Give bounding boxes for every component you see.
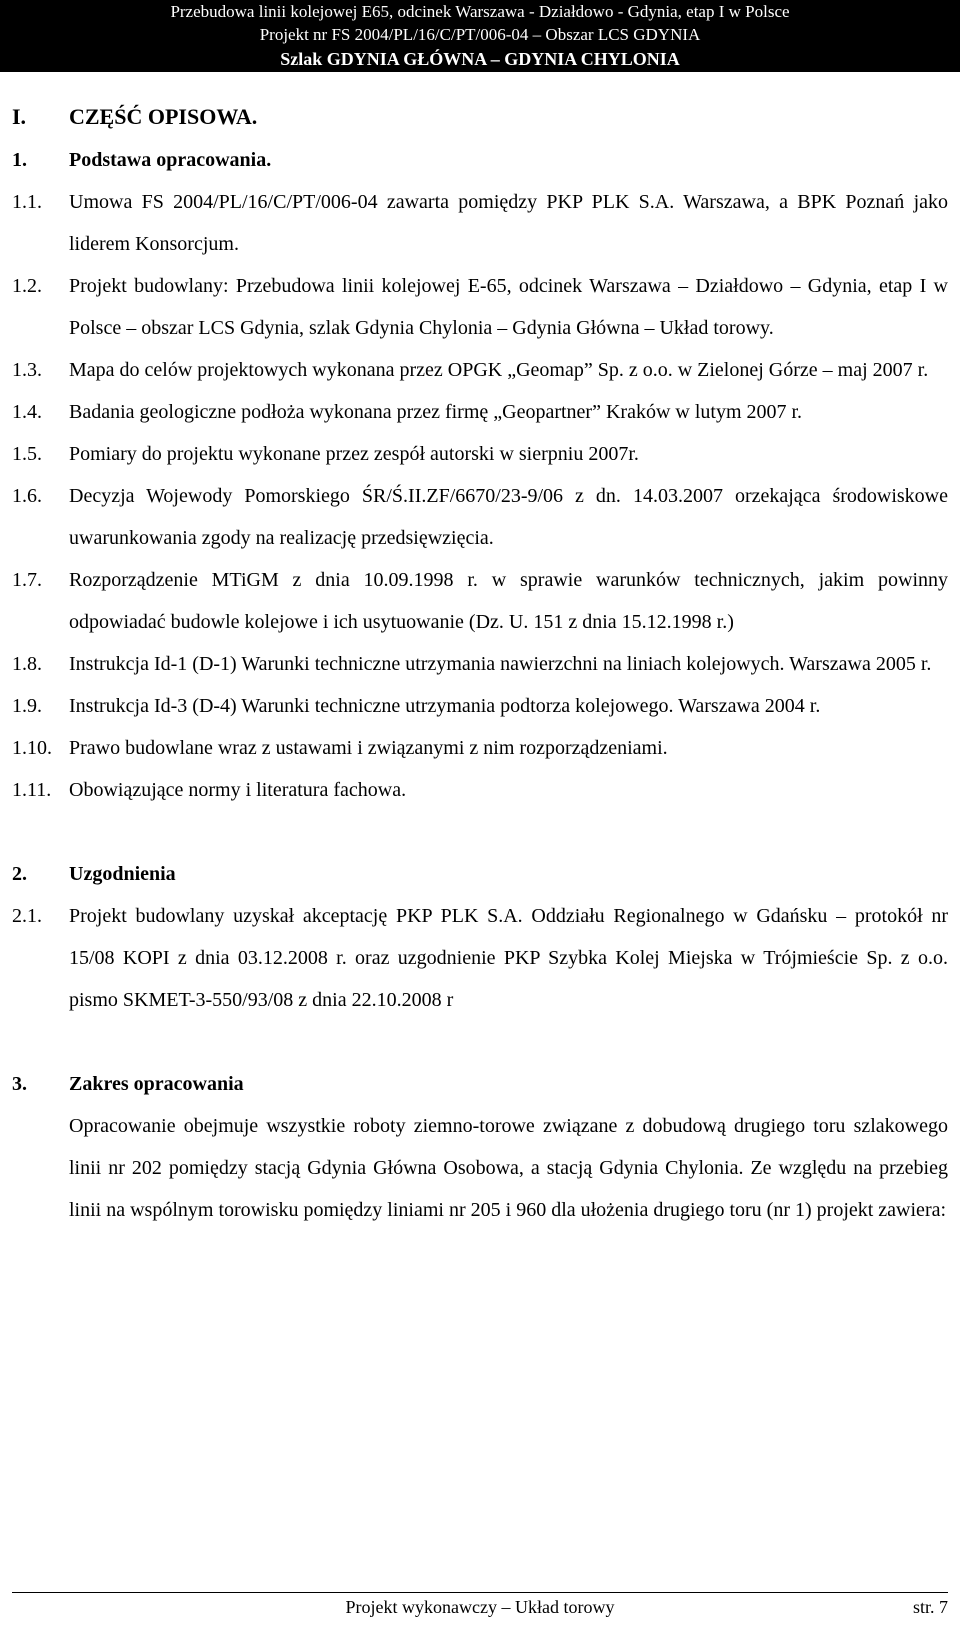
- spacer: [12, 811, 948, 853]
- footer-divider: [12, 1592, 948, 1593]
- document-header: [0, 0, 960, 72]
- header-project-number: Projekt nr FS 2004/PL/16/C/PT/006-04 – Obszar LCS GDYNIA: [259, 25, 701, 44]
- item-number: 1.7.: [12, 569, 42, 591]
- list-item: [12, 727, 948, 769]
- item-text: Badania geologiczne podłoża wykonana przez firmę „Geopartner” Kraków w lutym 2007 r.: [69, 401, 803, 423]
- section1-list: [12, 181, 948, 811]
- section1-heading: [12, 139, 948, 181]
- item-number: 1.10.: [12, 737, 52, 759]
- list-item: [12, 475, 948, 559]
- item-number: 1.11.: [12, 779, 52, 801]
- item-number: 1.2.: [12, 275, 42, 297]
- section2-heading: [12, 853, 948, 895]
- part-heading: [12, 95, 948, 139]
- item-number: 2.1.: [12, 905, 42, 927]
- item-text: Umowa FS 2004/PL/16/C/PT/006-04 zawarta pomiędzy PKP PLK S.A. Warszawa, a BPK Poznań jako liderem Konsorcjum.: [69, 191, 948, 255]
- list-item: [12, 349, 948, 391]
- item-text: Decyzja Wojewody Pomorskiego ŚR/Ś.II.ZF/6670/23-9/06 z dn. 14.03.2007 orzekająca środowiskowe uwarunkowania zgody na realizację przedsięwzięcia.: [69, 485, 948, 549]
- section3-number: 3.: [12, 1073, 27, 1095]
- list-item: [12, 769, 948, 811]
- list-item: [12, 895, 948, 1021]
- document-body: [12, 95, 948, 1231]
- section1-title: Podstawa opracowania.: [69, 149, 272, 171]
- item-number: 1.1.: [12, 191, 42, 213]
- item-number: 1.4.: [12, 401, 42, 423]
- section2-title: Uzgodnienia: [69, 863, 176, 885]
- item-text: Projekt budowlany: Przebudowa linii kolejowej E-65, odcinek Warszawa – Działdowo – Gdynia, etap I w Polsce – obszar LCS Gdynia, szlak Gdynia Chylonia – Gdynia Główna – Układ torowy.: [69, 275, 948, 339]
- item-text: Obowiązujące normy i literatura fachowa.: [69, 779, 407, 801]
- item-number: 1.5.: [12, 443, 42, 465]
- list-item: [12, 685, 948, 727]
- header-route: Szlak GDYNIA GŁÓWNA – GDYNIA CHYLONIA: [280, 49, 680, 69]
- item-text: Rozporządzenie MTiGM z dnia 10.09.1998 r. w sprawie warunków technicznych, jakim powinny odpowiadać budowle kolejowe i ich usytuowanie (Dz. U. 151 z dnia 15.12.1998 r.): [69, 569, 948, 633]
- item-number: 1.9.: [12, 695, 42, 717]
- list-item: [12, 181, 948, 265]
- section3-title: Zakres opracowania: [69, 1073, 244, 1095]
- item-number: 1.3.: [12, 359, 42, 381]
- list-item: [12, 559, 948, 643]
- item-number: 1.8.: [12, 653, 42, 675]
- section3-paragraph: Opracowanie obejmuje wszystkie roboty ziemno-torowe związane z dobudową drugiego toru szlakowego linii nr 202 pomiędzy stacją Gdynia Główna Osobowa, a stacją Gdynia Chylonia. Ze względu na przebieg linii na wspólnym torowisku pomiędzy liniami nr 205 i 960 dla ułożenia drugiego toru (nr 1) projekt zawiera:: [69, 1115, 948, 1221]
- item-text: Prawo budowlane wraz z ustawami i związanymi z nim rozporządzeniami.: [69, 737, 668, 759]
- spacer: [12, 1021, 948, 1063]
- item-text: Instrukcja Id-3 (D-4) Warunki techniczne utrzymania podtorza kolejowego. Warszawa 2004 r.: [69, 695, 821, 717]
- part-title: CZĘŚĆ OPISOWA.: [69, 104, 258, 129]
- section2-number: 2.: [12, 863, 27, 885]
- section1-number: 1.: [12, 149, 27, 171]
- part-number: I.: [12, 104, 27, 129]
- page-number: str. 7: [912, 1597, 948, 1617]
- item-text: Projekt budowlany uzyskał akceptację PKP PLK S.A. Oddziału Regionalnego w Gdańsku – protokół nr 15/08 KOPI z dnia 03.12.2008 r. oraz uzgodnienie PKP Szybka Kolej Miejska w Trójmieście Sp. z o.o. pismo SKMET-3-550/93/08 z dnia 22.10.2008 r: [69, 905, 948, 1011]
- item-text: Pomiary do projektu wykonane przez zespół autorski w sierpniu 2007r.: [69, 443, 639, 465]
- list-item: [12, 643, 948, 685]
- section3-heading: [12, 1063, 948, 1105]
- list-item: [12, 265, 948, 349]
- list-item: [12, 433, 948, 475]
- item-text: Mapa do celów projektowych wykonana przez OPGK „Geomap” Sp. z o.o. w Zielonej Górze – maj 2007 r.: [69, 359, 929, 381]
- footer-document-type: Projekt wykonawczy – Układ torowy: [345, 1597, 615, 1617]
- item-text: Instrukcja Id-1 (D-1) Warunki techniczne utrzymania nawierzchni na liniach kolejowych. Warszawa 2005 r.: [69, 653, 932, 675]
- list-item: [12, 391, 948, 433]
- item-number: 1.6.: [12, 485, 42, 507]
- header-project-title: Przebudowa linii kolejowej E65, odcinek Warszawa - Działdowo - Gdynia, etap I w Polsce: [170, 2, 790, 21]
